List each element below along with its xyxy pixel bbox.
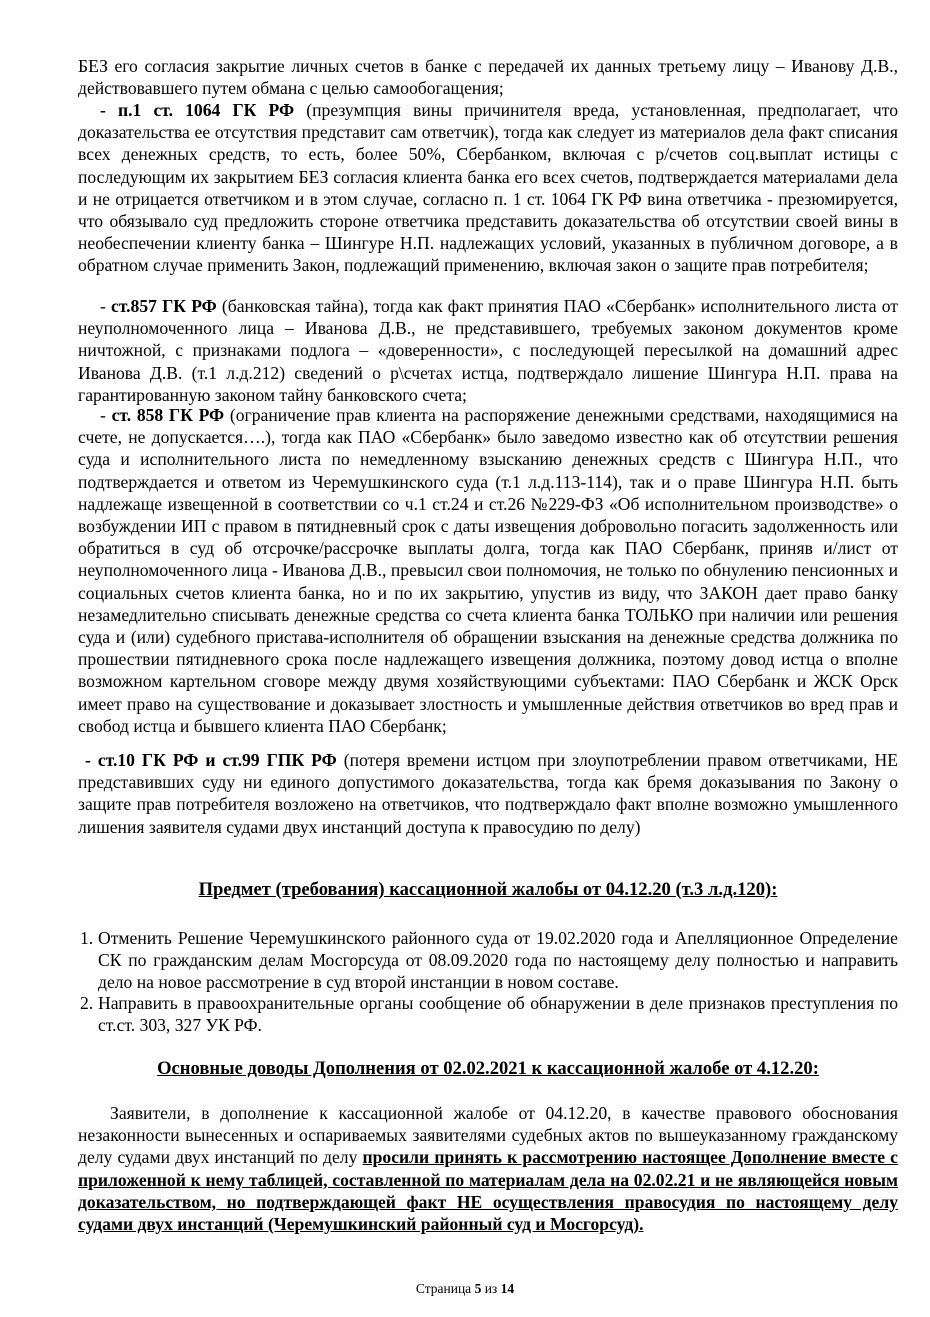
page-number-current: 5 bbox=[474, 1281, 482, 1296]
list-item-text: Отменить Решение Черемушкинского районного суда от 19.02.2020 года и Апелляционное Определение СК по гражданским делам Мосгорсуда от 08.09.2020 года по настоящему делу полностью и направить дело на новое рассмотрение в суд второй инстанции в новом составе. bbox=[98, 928, 898, 993]
paragraph-art-857: - ст.857 ГК РФ (банковская тайна), тогда как факт принятия ПАО «Сбербанк» исполнительного листа от неуполномоченного лица – Иванова Д.В., не представившего, требуемых законом документов кроме ничтожной, с признаками подлога – «доверенности», с последующей пересылкой на домашний адрес Иванова Д.В. (т.1 л.д.212) сведений о р\счетах истца, подтверждало лишение Шингура Н.П. права на гарантированную законом тайну банковского счета; bbox=[78, 296, 898, 405]
supplement-text: Заявители, в дополнение к кассационной жалобе от 04.12.20, в качестве правового обоснования незаконности вынесенных и оспариваемых заявителями судебных актов по вышеуказанному гражданскому делу судами двух инстанций по делу bbox=[78, 1103, 898, 1168]
page-footer: Страница 5 из 14 bbox=[415, 1281, 515, 1296]
paragraph-supplement bbox=[78, 1102, 898, 1235]
article-1064-ref: - п.1 ст. 1064 ГК РФ bbox=[100, 100, 295, 120]
section-heading-arguments: Основные доводы Дополнения от 02.02.2021 к кассационной жалобе от 4.12.20: bbox=[157, 1058, 819, 1079]
paragraph-art-858: - ст. 858 ГК РФ (ограничение прав клиента на распоряжение денежными средствами, находящимися на счете, не допускается….), тогда как ПАО «Сбербанк» было заведомо известно как об отсутствии решения суда и исполнительного листа по немедленному взысканию денежных средств с Шингура Н.П., что подтверждается и ответом из Черемушкинского суда (т.1 л.д.113-114), так и о праве Шингура Н.П. быть надлежаще извещенной в соответствии со ч.1 ст.24 и ст.26 №229-ФЗ «Об исполнительном производстве» о возбуждении ИП с правом в пятидневный срок с даты извещения добровольно погасить задолженность или обратиться в суд об отсрочке/рассрочке выплаты долга, тогда как ПАО Сбербанк, приняв и/лист от неуполномоченного лица - Иванова Д.В., превысил свои полномочия, не только по обнулению пенсионных и социальных счетов клиента банка, но и по их закрытию, упустив из виду, что ЗАКОН дает право банку незамедлительно списывать денежные средства со счета клиента банка ТОЛЬКО при наличии или решения суда и (или) судебного пристава-исполнителя об обращении взыскания на денежные средства должника по прошествии пятидневного срока после надлежащего извещения должника, поэтому довод истца о вполне возможном картельном сговоре между двумя хозяйствующими субъектами: ПАО Сбербанк и ЖСК Орск имеет право на существование и доказывает злостность и умышленные действия ответчиков во вред прав и свобод истца и бывшего клиента ПАО Сбербанк; bbox=[78, 405, 898, 736]
page-number-total: 14 bbox=[500, 1281, 515, 1296]
article-10-ref: - ст.10 ГК РФ и ст.99 ГПК РФ bbox=[85, 750, 337, 770]
list-item-text: Направить в правоохранительные органы сообщение об обнаружении в деле признаков преступления по ст.ст. 303, 327 УК РФ. bbox=[98, 993, 898, 1036]
paragraph-1-text: БЕЗ его согласия закрытие личных счетов в банке с передачей их данных третьему лицу – Иванову Д.В., действовавшего путем обмана с целью самообогащения; bbox=[78, 56, 898, 99]
article-10-text: (потеря времени истцом при злоупотреблении правом ответчиками, НЕ представивших суду ни единого допустимого доказательства, тогда как бремя доказывания по Закону о защите прав потребителя возложено на ответчиков, что подтверждало факт вполне возможно умышленного лишения заявителя судами двух инстанций доступа к правосудию по делу) bbox=[78, 750, 898, 837]
article-1064-text: (презумпция вины причинителя вреда, установленная, предполагает, что доказательства ее отсутствия представит сам ответчик), тогда как следует из материалов дела факт списания всех денежных средств, то есть, более 50%, Сбербанком, включая с р/счетов соц.выплат истицы с последующим их закрытием БЕЗ согласия клиента банка его всех счетов, подтверждается материалами дела и не отрицается ответчиком и в этом случае, согласно п. 1 ст. 1064 ГК РФ вина ответчика - презюмируется, что обязывало суд предложить стороне ответчика представить доказательства об отсутствии своей вины в необеспечении клиенту банка – Шингуре Н.П. надлежащих условий, указанных в публичном договоре, а в обратном случае применить Закон, подлежащий применению, включая закон о защите прав потребителя; bbox=[78, 100, 899, 276]
article-857-ref: ст.857 ГК РФ bbox=[111, 296, 217, 316]
section-heading-demands: Предмет (требования) кассационной жалобы от 04.12.20 (т.3 л.д.120): bbox=[198, 879, 778, 900]
article-857-text: (банковская тайна), тогда как факт принятия ПАО «Сбербанк» исполнительного листа от неуполномоченного лица – Иванова Д.В., не представившего, требуемых законом документов кроме ничтожной, с признаками подлога – «доверенности», с последующей пересылкой на домашний адрес Иванова Д.В. (т.1 л.д.212) сведений о р\счетах истца, подтверждало лишение Шингура Н.П. права на гарантированную законом тайну банковского счета; bbox=[78, 296, 898, 405]
list-item-number: 1. bbox=[80, 928, 94, 948]
paragraph-art-1064 bbox=[78, 99, 898, 277]
article-858-ref: ст. 858 ГК РФ bbox=[111, 405, 225, 425]
article-858-text: (ограничение прав клиента на распоряжение денежными средствами, находящимися на счете, не допускается….), тогда как ПАО «Сбербанк» было заведомо известно как об отсутствии решения суда и исполнительного листа по немедленному взысканию денежных средств с Шингура Н.П., что подтверждается и ответом из Черемушкинского суда (т.1 л.д.113-114), так и о праве Шингура Н.П. быть надлежаще извещенной в соответствии со ч.1 ст.24 и ст.26 №229-ФЗ «Об исполнительном производстве» о возбуждении ИП с правом в пятидневный срок с даты извещения добровольно погасить задолженность или обратиться в суд об отсрочке/рассрочке выплаты долга, тогда как ПАО Сбербанк, приняв и/лист от неуполномоченного лица - Иванова Д.В., превысил свои полномочия, не только по обнулению пенсионных и социальных счетов клиента банка, но и по их закрытию, упустив из виду, что ЗАКОН дает право банку незамедлительно списывать денежные средства со счета клиента банка ТОЛЬКО при наличии или решения суда и (или) судебного пристава-исполнителя об обращении взыскания на денежные средства должника по прошествии пятидневного срока после надлежащего извещения должника, поэтому довод истца о вполне возможном картельном сговоре между двумя хозяйствующими субъектами: ПАО Сбербанк и ЖСК Орск имеет право на существование и доказывает злостность и умышленные действия ответчиков во вред прав и свобод истца и бывшего клиента ПАО Сбербанк; bbox=[78, 405, 898, 736]
list-item-number: 2. bbox=[80, 993, 94, 1013]
supplement-emphasis: просили принять к рассмотрению настоящее Дополнение вместе с приложенной к нему таблицей, составленной по материалам дела на 02.02.21 и не являющейся новым доказательством, но подтверждающей факт НЕ осуществления правосудия по настоящему делу судами двух инстанций (Черемушкинский районный суд и Мосгорсуд). bbox=[78, 1147, 898, 1235]
paragraph-1 bbox=[78, 55, 898, 99]
paragraph-art-10 bbox=[78, 749, 898, 838]
